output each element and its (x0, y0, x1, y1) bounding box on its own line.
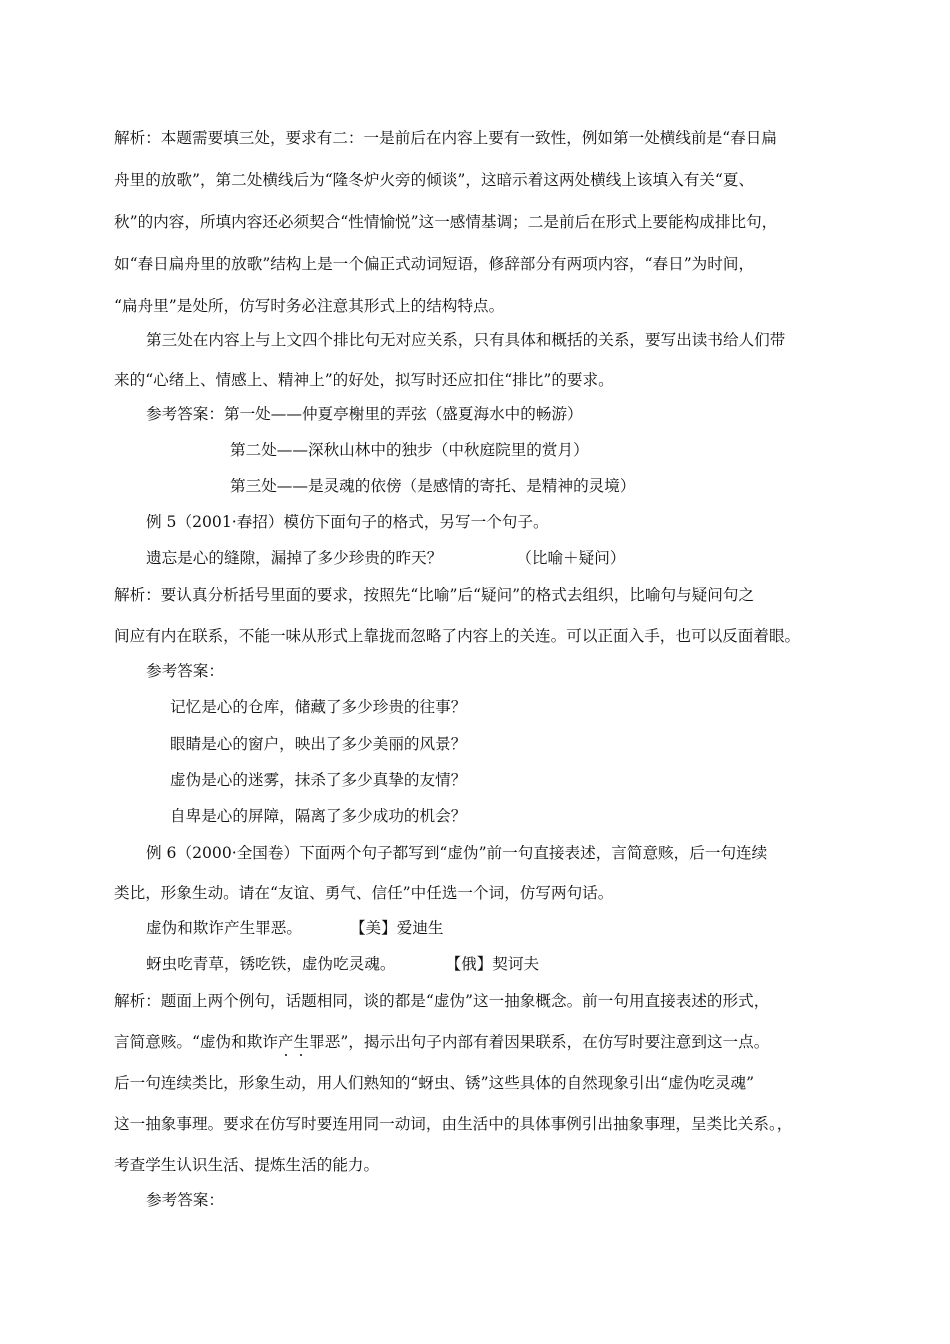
example-requirement: （比喻＋疑问） (516, 549, 626, 567)
paragraph-line: 间应有内在联系，不能一味从形式上靠拢而忽略了内容上的关连。可以正面入手，也可以反面着眼。 (114, 627, 801, 645)
paragraph-line: 考查学生认识生活、提炼生活的能力。 (114, 1156, 380, 1174)
emphasis-char: 产 (277, 1033, 294, 1051)
answer-line: 参考答案：第一处——仲夏亭榭里的弄弦（盛夏海水中的畅游） (146, 405, 583, 423)
paragraph-line (114, 1032, 769, 1052)
paragraph-line: 第三处在内容上与上文四个排比句无对应关系，只有具体和概括的关系，要写出读书给人们带 (146, 331, 786, 349)
quote-line (146, 954, 539, 974)
paragraph-line: 这一抽象事理。要求在仿写时要连用同一动词，由生活中的具体事例引出抽象事理，呈类比关系。， (114, 1115, 793, 1133)
answer-line: 第二处——深秋山林中的独步（中秋庭院里的赏月） (230, 441, 589, 459)
example-heading: 例 5（2001·春招）模仿下面句子的格式，另写一个句子。 (146, 513, 549, 531)
example-sentence-text: 遗忘是心的缝隙，漏掉了多少珍贵的昨天？ (146, 549, 443, 567)
example-sentence (146, 548, 625, 568)
answer-line: 虚伪是心的迷雾，抹杀了多少真挚的友情？ (170, 771, 467, 789)
answer-line: 记忆是心的仓库，储藏了多少珍贵的往事？ (170, 698, 467, 716)
answer-line: 自卑是心的屏障，隔离了多少成功的机会？ (170, 807, 467, 825)
paragraph-line: 如“春日扁舟里的放歌”结构上是一个偏正式动词短语，修辞部分有两项内容，“春日”为时间， (114, 255, 755, 273)
paragraph-line: 秋”的内容，所填内容还必须契合“性情愉悦”这一感情基调；二是前后在形式上要能构成排比句， (114, 213, 778, 231)
quote-line (146, 918, 444, 938)
answer-line: 第三处——是灵魂的依傍（是感情的寄托、是精神的灵境） (230, 477, 636, 495)
emphasis-char: 生 (293, 1033, 310, 1051)
paragraph-line: 后一句连续类比，形象生动，用人们熟知的“蚜虫、锈”这些具体的自然现象引出“虚伪吃灵魂” (114, 1074, 755, 1092)
quote-author: 【俄】契诃夫 (445, 955, 540, 973)
answer-line: 眼睛是心的窗户，映出了多少美丽的风景？ (170, 735, 467, 753)
paragraph-line: “扁舟里”是处所，仿写时务必注意其形式上的结构特点。 (114, 297, 505, 315)
quote-text: 蚜虫吃青草，锈吃铁，虚伪吃灵魂。 (146, 955, 396, 973)
paragraph-line: 解析：题面上两个例句，话题相同，谈的都是“虚伪”这一抽象概念。前一句用直接表述的形式， (114, 992, 770, 1010)
quote-author: 【美】爱迪生 (349, 919, 444, 937)
paragraph-line: 来的“心绪上、情感上、精神上”的好处，拟写时还应扣住“排比”的要求。 (114, 371, 614, 389)
paragraph-line: 解析：本题需要填三处，要求有二：一是前后在内容上要有一致性，例如第一处横线前是“春日扁 (114, 129, 777, 147)
answer-heading: 参考答案： (146, 662, 224, 680)
answer-heading: 参考答案： (146, 1191, 224, 1209)
paragraph-line: 解析：要认真分析括号里面的要求，按照先“比喻”后“疑问”的格式去组织，比喻句与疑问句之 (114, 586, 755, 604)
text-segment: 言简意赅。“虚伪和欺诈 (114, 1033, 278, 1051)
example-heading: 例 6（2000·全国卷）下面两个句子都写到“虚伪”前一句直接表述，言简意赅，后一句连续 (146, 844, 768, 862)
paragraph-line: 舟里的放歌”，第二处横线后为“隆冬炉火旁的倾谈”，这暗示着这两处横线上该填入有关“夏、 (114, 171, 755, 189)
paragraph-line: 类比，形象生动。请在“友谊、勇气、信任”中任选一个词，仿写两句话。 (114, 884, 614, 902)
quote-text: 虚伪和欺诈产生罪恶。 (146, 919, 302, 937)
text-segment: 罪恶”，揭示出句子内部有着因果联系，在仿写时要注意到这一点。 (309, 1033, 770, 1051)
